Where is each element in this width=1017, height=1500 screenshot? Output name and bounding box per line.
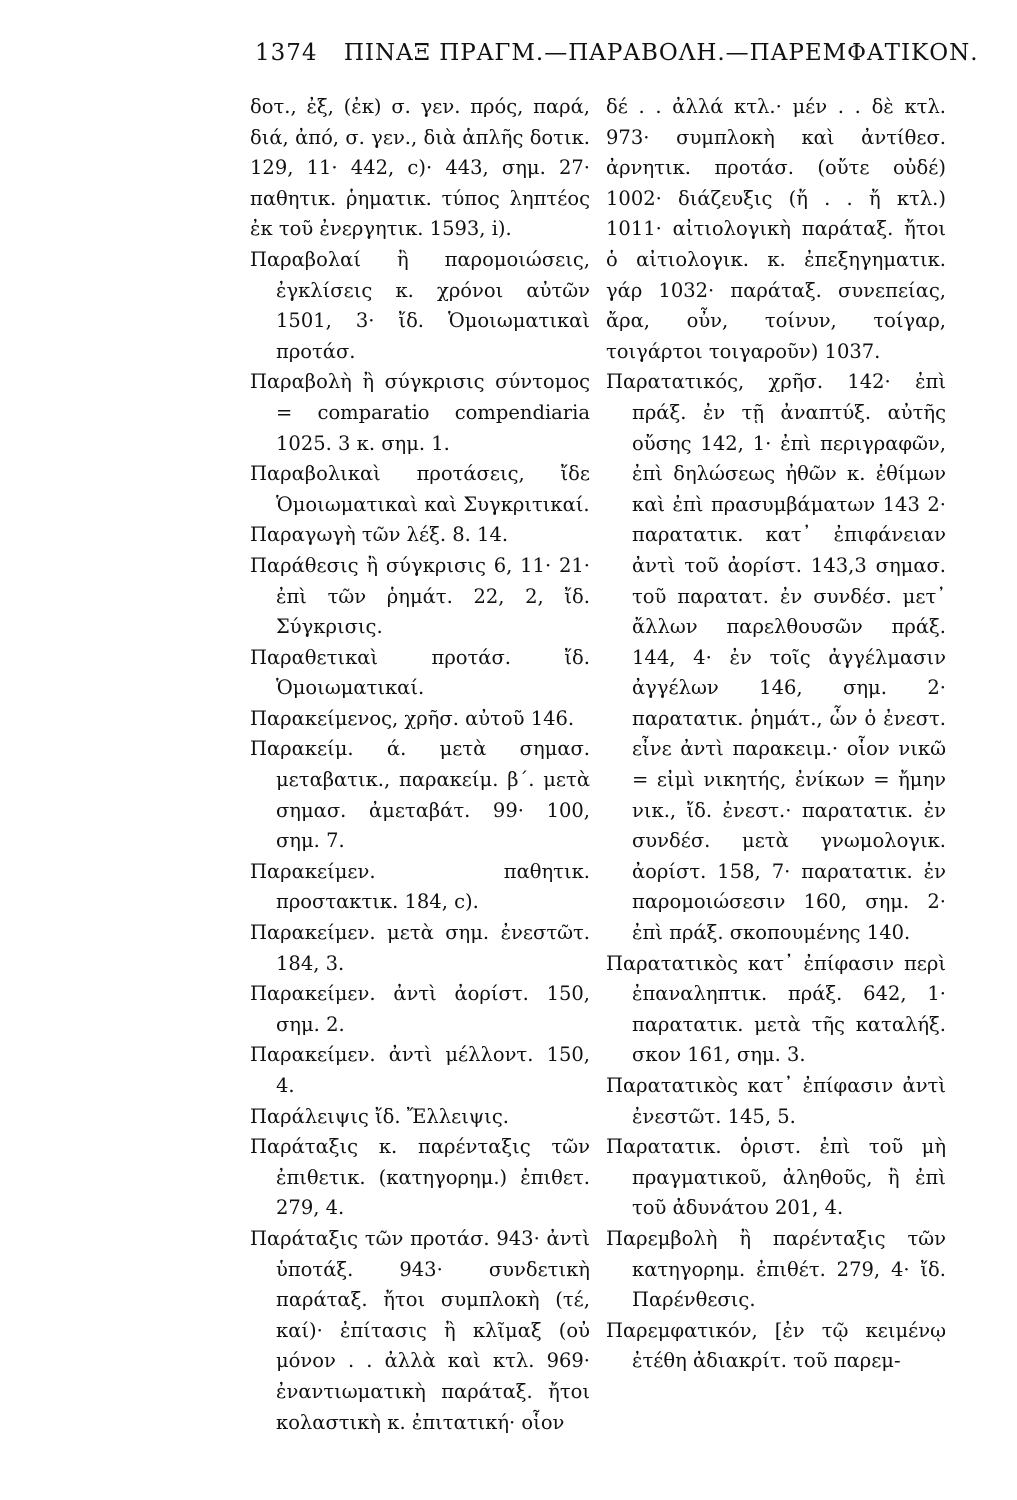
index-entry: δοτ., ἐξ, (ἐκ) σ. γεν. πρός, παρά, διά, ἀπό, σ. γεν., διὰ ἁπλῆς δοτικ. 129, 11· 442, c)· 443, σημ. 27· παθητικ. ῥηματικ. τύπος ληπτέος ἐκ τοῦ ἐνεργητικ. 1593, i).: [250, 95, 590, 241]
index-entry: Παραβολὴ ἢ σύγκρισις σύντομος = comparatio compendiaria 1025. 3 κ. σημ. 1.: [250, 370, 590, 455]
index-entry: Παρακείμεν. παθητικ. προστακτικ. 184, c).: [250, 859, 590, 914]
index-entry: Παρεμφατικόν, [ἐν τῷ κειμένῳ ἐτέθη ἀδιακρίτ. τοῦ παρεμ-: [606, 1318, 946, 1373]
index-entry: Παρακείμ. ά. μετὰ σημασ. μεταβατικ., παρακείμ. β΄. μετὰ σημασ. ἀμεταβάτ. 99· 100, σημ. 7.: [250, 737, 590, 853]
index-entry: Παρακείμεν. μετὰ σημ. ἐνεστῶτ. 184, 3.: [250, 921, 590, 975]
index-entry: Παρακείμεν. ἀντὶ μέλλοντ. 150, 4.: [250, 1043, 590, 1097]
index-entry: Παρατατικός, χρῆσ. 142· ἐπὶ πράξ. ἐν τῇ ἀναπτύξ. αὐτῆς οὔσης 142, 1· ἐπὶ περιγραφῶν, ἐπὶ δηλώσεως ἠθῶν κ. ἐθίμων καὶ ἐπὶ πρασυμβάματων 143 2· παρατατικ. κατ᾽ ἐπιφάνειαν ἀντὶ τοῦ ἀορίστ. 143,3 σημασ. τοῦ παρατατ. ἐν συνδέσ. μετ᾽ ἄλλων παρελθουσῶν πράξ. 144, 4· ἐν τοῖς ἀγγέλμασιν ἀγγέλων 146, σημ. 2· παρατατικ. ῥημάτ., ὧν ὁ ἐνεστ. εἶνε ἀντὶ παρακειμ.· οἷον νικῶ = εἰμὶ νικητής, ἐνίκων = ἤμην νικ., ἴδ. ἐνεστ.· παρατατικ. ἐν συνδέσ. μετὰ γνωμολογικ. ἀορίστ. 158, 7· παρατατικ. ἐν παρομοιώσεσιν 160, σημ. 2· ἐπὶ πράξ. σκοπουμένης 140.: [606, 370, 946, 945]
index-entry: Παρεμβολὴ ἢ παρένταξις τῶν κατηγορημ. ἐπιθέτ. 279, 4· ἴδ. Παρένθεσις.: [606, 1226, 946, 1312]
left-column: [250, 92, 590, 1438]
page-header: [255, 40, 979, 66]
index-entry: Παραβολικαὶ προτάσεις, ἴδε Ὁμοιωματικαὶ καὶ Συγκριτικαί.: [250, 462, 590, 516]
index-entry: Παράλειψις ἴδ. Ἔλλειψις.: [250, 1104, 509, 1128]
index-entry: Παραβολαί ἢ παρομοιώσεις, ἐγκλίσεις κ. χρόνοι αὐτῶν 1501, 3· ἴδ. Ὁμοιωματικαὶ προτάσ.: [250, 247, 590, 363]
index-entry: Παράθεσις ἢ σύγκρισις 6, 11· 21· ἐπὶ τῶν ῥημάτ. 22, 2, ἴδ. Σύγκρισις.: [250, 553, 590, 639]
index-entry: Παρακείμεν. ἀντὶ ἀορίστ. 150, σημ. 2.: [250, 982, 590, 1036]
page-number: 1374: [255, 40, 318, 66]
running-title: ΠΙΝΑΞ ΠΡΑΓΜ.—ΠΑΡΑΒΟΛΗ.—ΠΑΡΕΜΦΑΤΙΚΟΝ.: [343, 40, 979, 66]
index-entry: Παρατατικὸς κατ᾽ ἐπίφασιν περὶ ἐπαναληπτικ. πράξ. 642, 1· παρατατικ. μετὰ τῆς καταλήξ. σκον 161, σημ. 3.: [606, 951, 946, 1067]
index-entry: Παρατατικὸς κατ᾽ ἐπίφασιν ἀντὶ ἐνεστῶτ. 145, 5.: [606, 1074, 946, 1128]
index-entry: Παρακείμενος, χρῆσ. αὐτοῦ 146.: [250, 706, 575, 730]
index-entry: Παράταξις κ. παρένταξις τῶν ἐπιθετικ. (κατηγορημ.) ἐπιθετ. 279, 4.: [250, 1135, 590, 1220]
right-column: [606, 92, 946, 1377]
index-entry: Παραθετικαὶ προτάσ. ἴδ. Ὁμοιωματικαί.: [250, 645, 590, 700]
index-entry: Παράταξις τῶν προτάσ. 943· ἀντὶ ὑποτάξ. 943· συνδετικὴ παράταξ. ἤτοι συμπλοκὴ (τέ, καί)· ἐπίτασις ἢ κλῖμαξ (οὐ μόνον . . ἀλλὰ καὶ κτλ. 969· ἐναντιωματικὴ παράταξ. ἤτοι κολαστικὴ κ. ἐπιτατική· οἷον: [250, 1226, 590, 1434]
index-entry: Παραγωγὴ τῶν λέξ. 8. 14.: [250, 523, 509, 547]
index-entry: δέ . . ἀλλά κτλ.· μέν . . δὲ κτλ. 973· συμπλοκὴ καὶ ἀντίθεσ. ἀρνητικ. προτάσ. (οὔτε οὐδέ) 1002· διάζευξις (ἤ . . ἤ κτλ.) 1011· αἰτιολογικὴ παράταξ. ἤτοι ὁ αἰτιολογικ. κ. ἐπεξηγηματικ. γάρ 1032· παράταξ. συνεπείας, ἄρα, οὖν, τοίνυν, τοίγαρ, τοιγάρτοι τοιγαροῦν) 1037.: [606, 95, 946, 363]
index-entry: Παρατατικ. ὁριστ. ἐπὶ τοῦ μὴ πραγματικοῦ, ἀληθοῦς, ἢ ἐπὶ τοῦ ἀδυνάτου 201, 4.: [606, 1135, 946, 1220]
